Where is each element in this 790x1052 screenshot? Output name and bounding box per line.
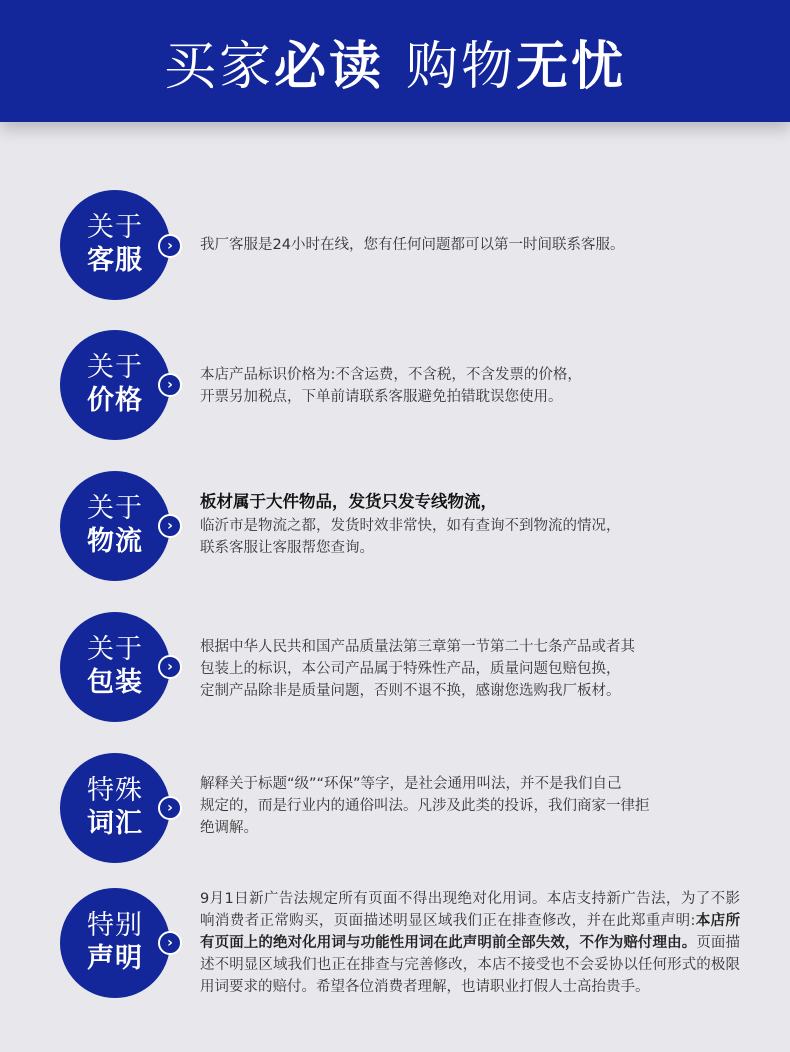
chevron-right-icon: › (158, 514, 182, 538)
badge-label-top: 特别 (87, 910, 143, 941)
chevron-right-icon: › (158, 373, 182, 397)
section-badge (60, 471, 170, 581)
badge-label-top: 关于 (87, 212, 143, 243)
section-text (200, 234, 745, 256)
section-text (200, 773, 745, 839)
chevron-right-icon: › (158, 796, 182, 820)
chevron-right-icon: › (158, 655, 182, 679)
section-badge (60, 612, 170, 722)
text-line: 临沂市是物流之都，发货时效非常快，如有查询不到物流的情况， (200, 518, 621, 534)
section-text (200, 489, 745, 559)
text-line: 包装上的标识，本公司产品属于特殊性产品，质量问题包赔包换， (200, 661, 621, 677)
badge-label-top: 关于 (87, 352, 143, 383)
section-badge (60, 330, 170, 440)
text-line: 定制产品除非是质量问题，否则不退不换，感谢您选购我厂板材。 (200, 683, 621, 699)
section-text (200, 636, 745, 702)
header-title-part4: 无忧 (516, 36, 627, 97)
statement-paragraph (200, 888, 740, 998)
section-badge (60, 753, 170, 863)
page-header (0, 0, 790, 122)
badge-label-bottom: 包装 (87, 667, 143, 698)
statement-text-end: 页面描述不明显区域我们也正在排查与完善修改，本店不接受也不会妥协以任何形式的极限用词要求的赔付。希望各位消费者理解，也请职业打假人士高抬贵手。 (200, 935, 741, 995)
section-badge (60, 190, 170, 300)
statement-bold-text: 本店所有页面上的绝对化用词与功能性用词在此声明前全部失效，不作为赔付理由。 (200, 913, 740, 951)
header-title-part3: 购物 (406, 36, 517, 97)
badge-label-bottom: 客服 (87, 245, 143, 276)
badge-label-bottom: 价格 (87, 385, 143, 416)
badge-label-bottom: 物流 (87, 526, 143, 557)
text-line: 本店产品标识价格为:不含运费，不含税，不含发票的价格， (200, 367, 582, 383)
text-headline: 板材属于大件物品，发货只发专线物流， (200, 492, 497, 511)
statement-text: 9月1日新广告法规定所有页面不得出现绝对化用词。本店支持新广告法，为了不影响消费者正常购买，页面描述明显区域我们正在排查修改，并在此郑重声明: (200, 891, 740, 929)
header-title-part2: 必读 (273, 36, 384, 97)
text-line: 开票另加税点，下单前请联系客服避免拍错耽误您使用。 (200, 389, 563, 405)
badge-label-bottom: 词汇 (87, 808, 143, 839)
badge-label-top: 关于 (87, 634, 143, 665)
text-line: 规定的，而是行业内的通俗叫法。凡涉及此类的投诉，我们商家一律拒 (200, 798, 650, 814)
text-line: 联系客服让客服帮您查询。 (200, 540, 374, 556)
badge-label-bottom: 声明 (87, 943, 143, 974)
chevron-right-icon: › (158, 931, 182, 955)
text-line: 绝调解。 (200, 820, 258, 836)
badge-label-top: 关于 (87, 493, 143, 524)
section-text (200, 888, 740, 998)
header-title-part1: 买家 (163, 36, 274, 97)
chevron-right-icon: › (158, 234, 182, 258)
section-badge (60, 888, 170, 998)
badge-label-top: 特殊 (87, 775, 143, 806)
section-text (200, 364, 745, 408)
text-line: 解释关于标题“级”“环保”等字，是社会通用叫法，并不是我们自己 (200, 776, 622, 792)
text-line: 根据中华人民共和国产品质量法第三章第一节第二十七条产品或者其 (200, 639, 635, 655)
text-line: 我厂客服是24小时在线，您有任何问题都可以第一时间联系客服。 (200, 237, 625, 253)
